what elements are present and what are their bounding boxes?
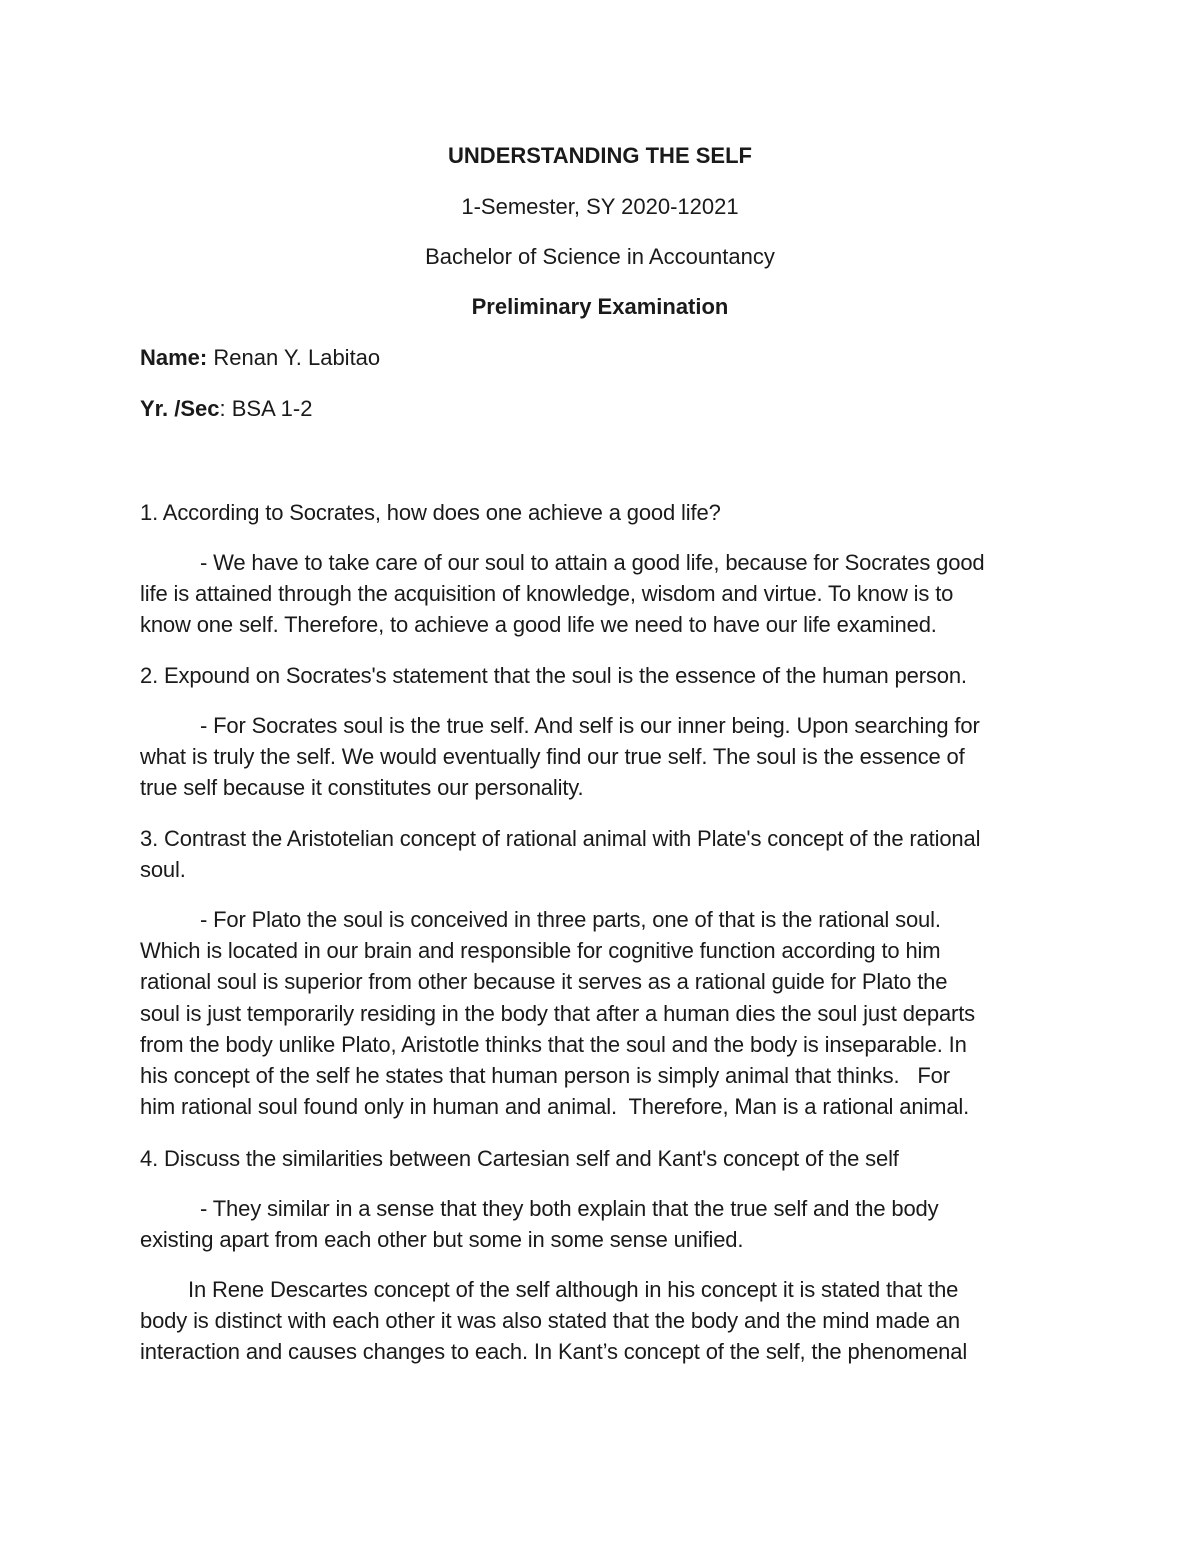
- name-value: Renan Y. Labitao: [207, 345, 381, 370]
- answer-line: rational soul is superior from other because it serves as a rational guide for Plato the: [140, 969, 948, 995]
- answer-line: from the body unlike Plato, Aristotle thinks that the soul and the body is inseparable. In: [140, 1031, 967, 1057]
- semester-line: 1-Semester, SY 2020-12021: [461, 194, 739, 219]
- question-4: [140, 1143, 1060, 1174]
- answer-4-continuation: [140, 1274, 1060, 1368]
- answer-line: his concept of the self he states that human person is simply animal that thinks. For: [140, 1063, 950, 1089]
- question-1: [140, 497, 1060, 528]
- answer-line: - We have to take care of our soul to attain a good life, because for Socrates good: [200, 550, 985, 575]
- answer-3: [140, 904, 1060, 1122]
- answer-line: life is attained through the acquisition of knowledge, wisdom and virtue. To know is to: [140, 581, 954, 607]
- answer-line: true self because it constitutes our personality.: [140, 775, 584, 801]
- question-text: 4. Discuss the similarities between Cartesian self and Kant's concept of the self: [140, 1146, 899, 1171]
- answer-line: - For Plato the soul is conceived in three parts, one of that is the rational soul.: [200, 907, 941, 932]
- answer-4: [140, 1193, 1060, 1255]
- answer-line: - For Socrates soul is the true self. And self is our inner being. Upon searching for: [200, 713, 980, 738]
- answer-line: interaction and causes changes to each. In Kant’s concept of the self, the phenomenal: [140, 1339, 968, 1365]
- answer-line: body is distinct with each other it was also stated that the body and the mind made an: [140, 1308, 960, 1334]
- answer-line: know one self. Therefore, to achieve a good life we need to have our life examined.: [140, 612, 937, 638]
- question-text: 2. Expound on Socrates's statement that the soul is the essence of the human person.: [140, 663, 967, 688]
- document-title: UNDERSTANDING THE SELF: [448, 143, 752, 168]
- name-label: Name:: [140, 345, 208, 370]
- answer-line: existing apart from each other but some in some sense unified.: [140, 1227, 744, 1253]
- answer-line: him rational soul found only in human and animal. Therefore, Man is a rational animal.: [140, 1094, 970, 1120]
- answer-line: Which is located in our brain and responsible for cognitive function according to him: [140, 938, 941, 964]
- program-line: Bachelor of Science in Accountancy: [425, 244, 775, 269]
- answer-2: [140, 710, 1060, 804]
- answer-line: - They similar in a sense that they both explain that the true self and the body: [200, 1196, 939, 1221]
- question-text: 1. According to Socrates, how does one achieve a good life?: [140, 500, 721, 525]
- answer-line: In Rene Descartes concept of the self although in his concept it is stated that the: [188, 1277, 959, 1302]
- question-3: [140, 823, 1060, 885]
- answer-line: soul is just temporarily residing in the body that after a human dies the soul just departs: [140, 1000, 976, 1026]
- section-label: Yr. /Sec: [140, 396, 220, 421]
- question-text: soul.: [140, 857, 186, 883]
- student-section-field: [140, 396, 312, 422]
- exam-title: Preliminary Examination: [471, 294, 729, 319]
- question-2: [140, 660, 1060, 691]
- answer-1: [140, 547, 1060, 641]
- section-value: : BSA 1-2: [219, 396, 313, 421]
- student-name-field: [140, 345, 380, 371]
- answer-line: what is truly the self. We would eventually find our true self. The soul is the essence of: [140, 744, 965, 770]
- question-text: 3. Contrast the Aristotelian concept of rational animal with Plate's concept of the rational: [140, 826, 981, 851]
